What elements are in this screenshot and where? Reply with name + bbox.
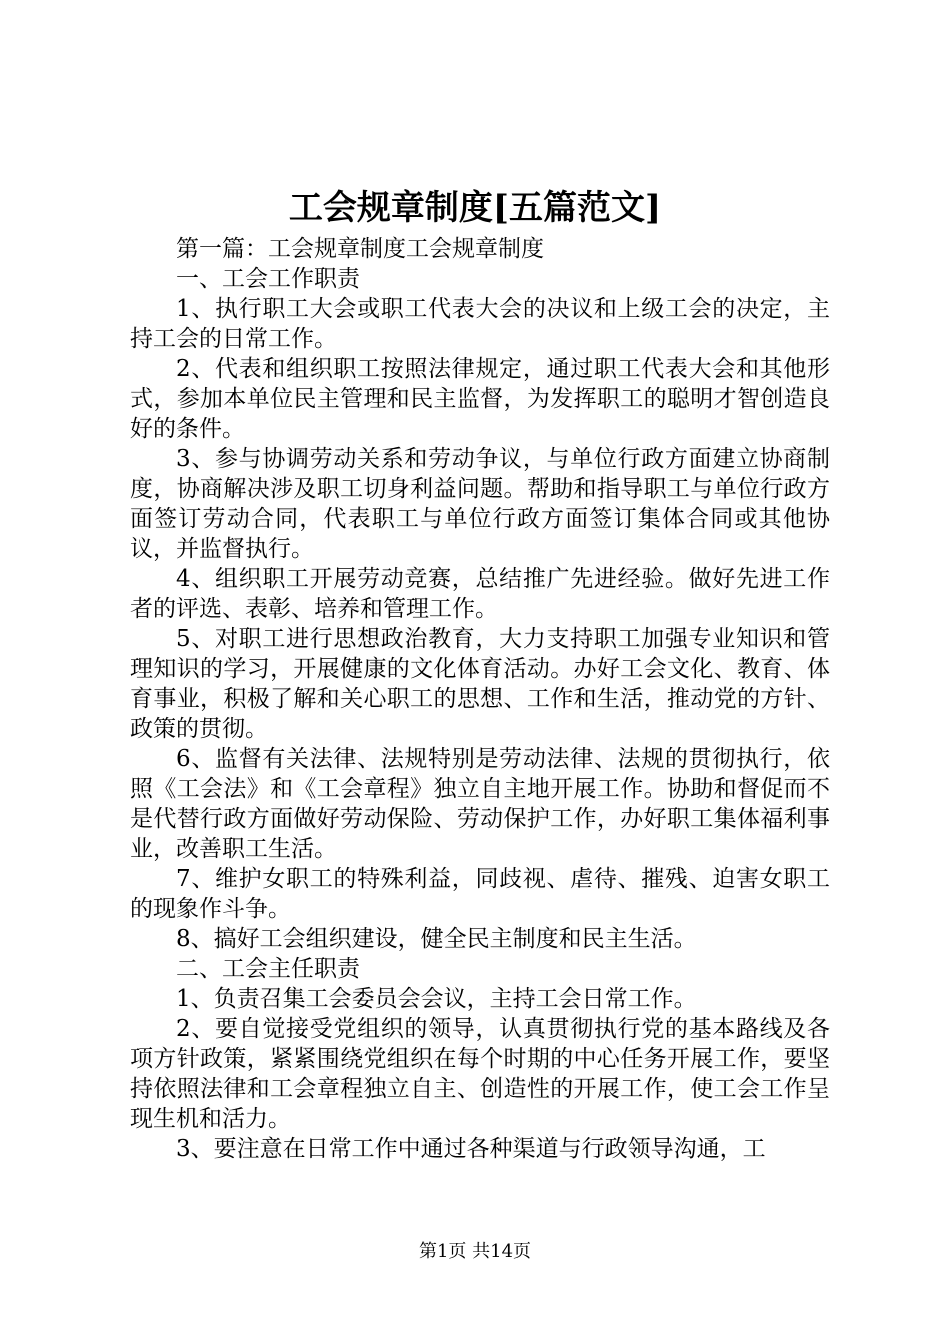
section-heading: 一、工会工作职责 bbox=[176, 266, 360, 292]
paragraph: 3、参与协调劳动关系和劳动争议，与单位行政方面建立协商制度，协商解决涉及职工切身利益问题。帮助和指导职工与单位行政方面签订劳动合同，代表职工与单位行政方面签订集体合同或其他协议，并监督执行。 bbox=[130, 446, 830, 562]
paragraph: 8、搞好工会组织建设，健全民主制度和民主生活。 bbox=[176, 926, 697, 952]
paragraph: 2、代表和组织职工按照法律规定，通过职工代表大会和其他形式，参加本单位民主管理和民主监督，为发挥职工的聪明才智创造良好的条件。 bbox=[130, 356, 830, 442]
paragraph: 6、监督有关法律、法规特别是劳动法律、法规的贯彻执行，依照《工会法》和《工会章程》独立自主地开展工作。协助和督促而不是代替行政方面做好劳动保险、劳动保护工作，办好职工集体福利事业，改善职工生活。 bbox=[130, 746, 830, 862]
paragraph: 第一篇：工会规章制度工会规章制度 bbox=[176, 236, 544, 262]
section-heading: 二、工会主任职责 bbox=[176, 956, 360, 982]
paragraph: 1、执行职工大会或职工代表大会的决议和上级工会的决定，主持工会的日常工作。 bbox=[130, 296, 830, 352]
document-title: 工会规章制度[五篇范文] bbox=[288, 188, 662, 228]
paragraph: 2、要自觉接受党组织的领导，认真贯彻执行党的基本路线及各项方针政策，紧紧围绕党组织在每个时期的中心任务开展工作，要坚持依照法律和工会章程独立自主、创造性的开展工作，使工会工作呈现生机和活力。 bbox=[130, 1016, 830, 1132]
document-body bbox=[130, 234, 830, 1164]
paragraph: 4、组织职工开展劳动竞赛，总结推广先进经验。做好先进工作者的评选、表彰、培养和管理工作。 bbox=[130, 566, 830, 622]
paragraph: 3、要注意在日常工作中通过各种渠道与行政领导沟通，工 bbox=[176, 1136, 766, 1162]
page-footer: 第1页 共14页 bbox=[418, 1241, 532, 1262]
paragraph: 7、维护女职工的特殊利益，同歧视、虐待、摧残、迫害女职工的现象作斗争。 bbox=[130, 866, 830, 922]
paragraph: 5、对职工进行思想政治教育，大力支持职工加强专业知识和管理知识的学习，开展健康的文化体育活动。办好工会文化、教育、体育事业，积极了解和关心职工的思想、工作和生活，推动党的方针、政策的贯彻。 bbox=[130, 626, 830, 742]
paragraph: 1、负责召集工会委员会会议，主持工会日常工作。 bbox=[176, 986, 697, 1012]
